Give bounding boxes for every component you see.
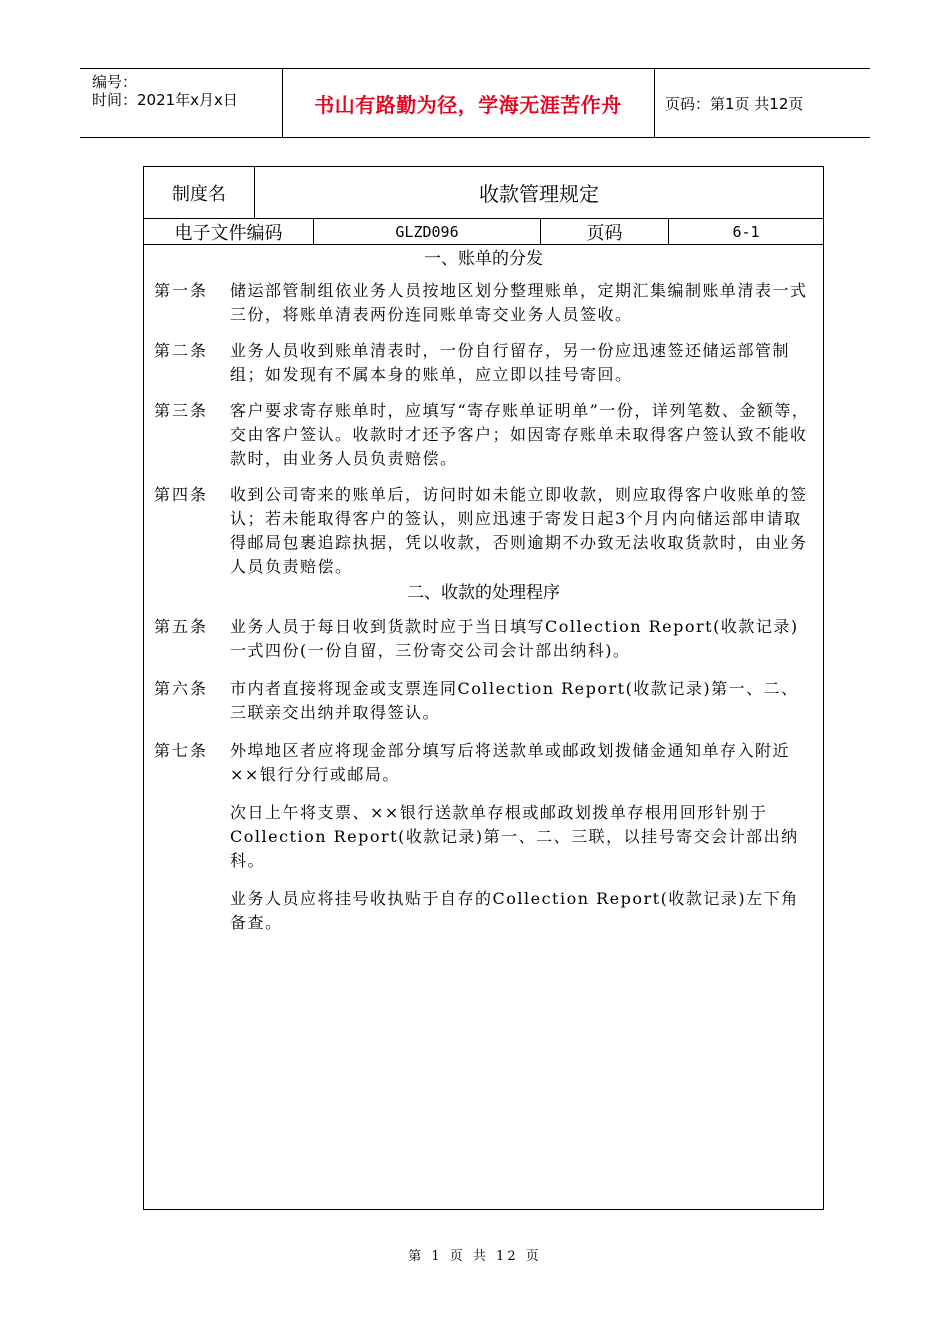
article-text: 市内者直接将现金或支票连同Collection Report(收款记录)第一、二、三联亲交出纳并取得签认。 [230,679,799,722]
paragraph: 次日上午将支票、××银行送款单存根或邮政划拨单存根用回形针别于Collection Report(收款记录)第一、二、三联，以挂号寄交会计部出纳科。 [230,803,799,870]
section-heading-2: 二、收款的处理程序 [407,583,560,603]
article-number: 第四条 [154,485,209,504]
article-text: 业务人员收到账单清表时，一份自行留存，另一份应迅速签还储运部管制组；如发现有不属本身的账单，应立即以挂号寄回。 [230,341,791,384]
article [144,399,823,471]
header-motto-cell [282,69,655,137]
paragraph: 业务人员应将挂号收执贴于自存的Collection Report(收款记录)左下角备查。 [230,889,799,932]
article-number: 第一条 [154,281,209,300]
motto-text: 书山有路勤为径，学海无涯苦作舟 [314,92,622,117]
article-number: 第七条 [154,741,209,760]
article-text: 业务人员于每日收到货款时应于当日填写Collection Report(收款记录)一式四份(一份自留，三份寄交公司会计部出纳科)。 [230,617,799,660]
document-body [144,245,823,935]
page-header [80,68,870,138]
page-footer: 第 1 页 共 12 页 [408,1249,542,1264]
article-number: 第三条 [154,401,209,420]
number-label: 编号： [92,73,138,91]
page-value: 6-1 [732,222,760,241]
header-page-info: 页码：第1页 共12页 [665,94,804,113]
article-text: 客户要求寄存账单时，应填写“寄存账单证明单”一份，详列笔数、金额等，交由客户签认。收款时才还予客户；如因寄存账单未取得客户签认致不能收款时，由业务人员负责赔偿。 [230,401,810,468]
article [144,739,823,787]
article [144,677,823,725]
article-text: 收到公司寄来的账单后，访问时如未能立即收款，则应取得客户收账单的签认；若未能取得客户的签认，则应迅速于寄发日起3个月内向储运部申请取得邮局包裹追踪执据，凭以收款，否则逾期不办致无法收取货款时，由业务人员负责赔偿。 [230,485,808,576]
article-text: 外埠地区者应将现金部分填写后将送款单或邮政划拨储金通知单存入附近××银行分行或邮局。 [230,741,791,784]
document-title: 收款管理规定 [479,182,599,206]
article [144,483,823,579]
file-info-row [144,219,823,245]
article-number: 第六条 [154,679,209,698]
article-number: 第五条 [154,617,209,636]
file-no-label: 电子文件编码 [144,219,314,244]
section-heading-1: 一、账单的分发 [424,249,543,269]
time-label: 时间：2021年x月x日 [92,91,238,109]
document-frame [143,166,824,1210]
page-label: 页码 [541,219,669,244]
article [144,615,823,663]
article-text: 储运部管制组依业务人员按地区划分整理账单，定期汇集编制账单清表一式三份，将账单清表两份连同账单寄交业务人员签收。 [230,281,808,324]
article [144,279,823,327]
title-label: 制度名 [144,167,255,218]
file-no-value: GLZD096 [314,219,541,244]
article-number: 第二条 [154,341,209,360]
header-meta-cell [80,69,283,137]
title-row [144,167,823,219]
header-page-cell [655,69,870,137]
article [144,339,823,387]
